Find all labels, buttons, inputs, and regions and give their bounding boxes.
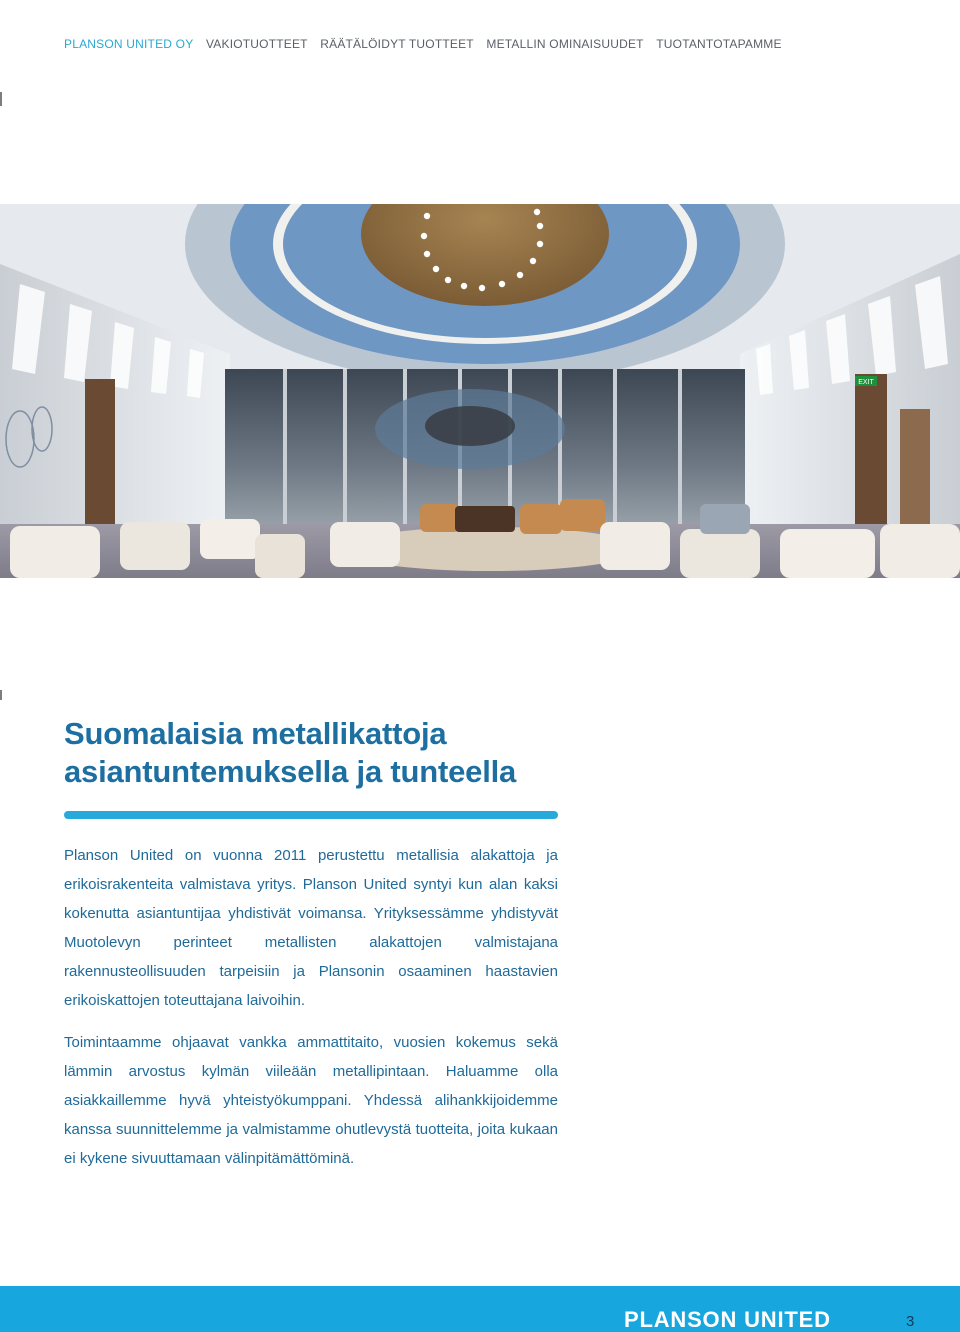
page-number: 3 [906,1313,915,1330]
page-edge-mark [0,690,2,700]
nav-item-vakiotuotteet[interactable]: VAKIOTUOTTEET [205,37,308,51]
nav-item-raataloidyt-tuotteet[interactable]: RÄÄTÄLÖIDYT TUOTTEET [320,37,474,51]
page-headline [64,715,516,791]
right-wood-panel [855,374,887,524]
body-paragraph-2: Toimintaamme ohjaavat vankka ammattitaito, vuosien kokemus sekä lämmin arvostus kylmän viileään metallipintaan. Haluamme olla asiakkaillemme hyvä yhteistyökumppani. Yhdessä alihankkijoidemme kanssa suunnittelemme ja valmistamme ohutlevystä tuotteita, joita kukaan ei kykene sivuuttamaan välinpitämättöminä. [64,1034,558,1167]
footer-brand-logo: PLANSON UNITED [624,1307,831,1332]
exit-sign-label: EXIT [858,379,874,386]
accent-divider [64,811,558,819]
lounge-interior-photo [0,204,960,578]
top-navigation [64,37,791,51]
lounge-illustration [0,204,960,578]
headline-line-2: asiantuntemuksella ja tunteella [64,754,517,789]
nav-item-planson-united-oy[interactable]: PLANSON UNITED OY [64,37,194,51]
body-paragraph-1: Planson United on vuonna 2011 perustettu metallisia alakattoja ja erikoisrakenteita valmistava yritys. Planson United syntyi kun alan kaksi kokenutta asiantuntijaa yhdistivät voimansa. Yrityksessämme yhdistyvät Muotolevyn perinteet metallisten alakattojen valmistajana rakennusteollisuuden tarpeisiin ja Plansonin osaaminen haastavien erikoiskattojen toteuttajana laivoihin. [64,847,558,1009]
window-dome-reflection-center [425,406,515,446]
nav-item-tuotantotapamme[interactable]: TUOTANTOTAPAMME [656,37,782,51]
headline-line-1: Suomalaisia metallikattoja [64,716,447,751]
page-edge-mark [0,92,2,106]
left-wood-panel [85,379,115,524]
nav-item-metallin-ominaisuudet[interactable]: METALLIN OMINAISUUDET [486,37,644,51]
right-door [900,409,930,529]
